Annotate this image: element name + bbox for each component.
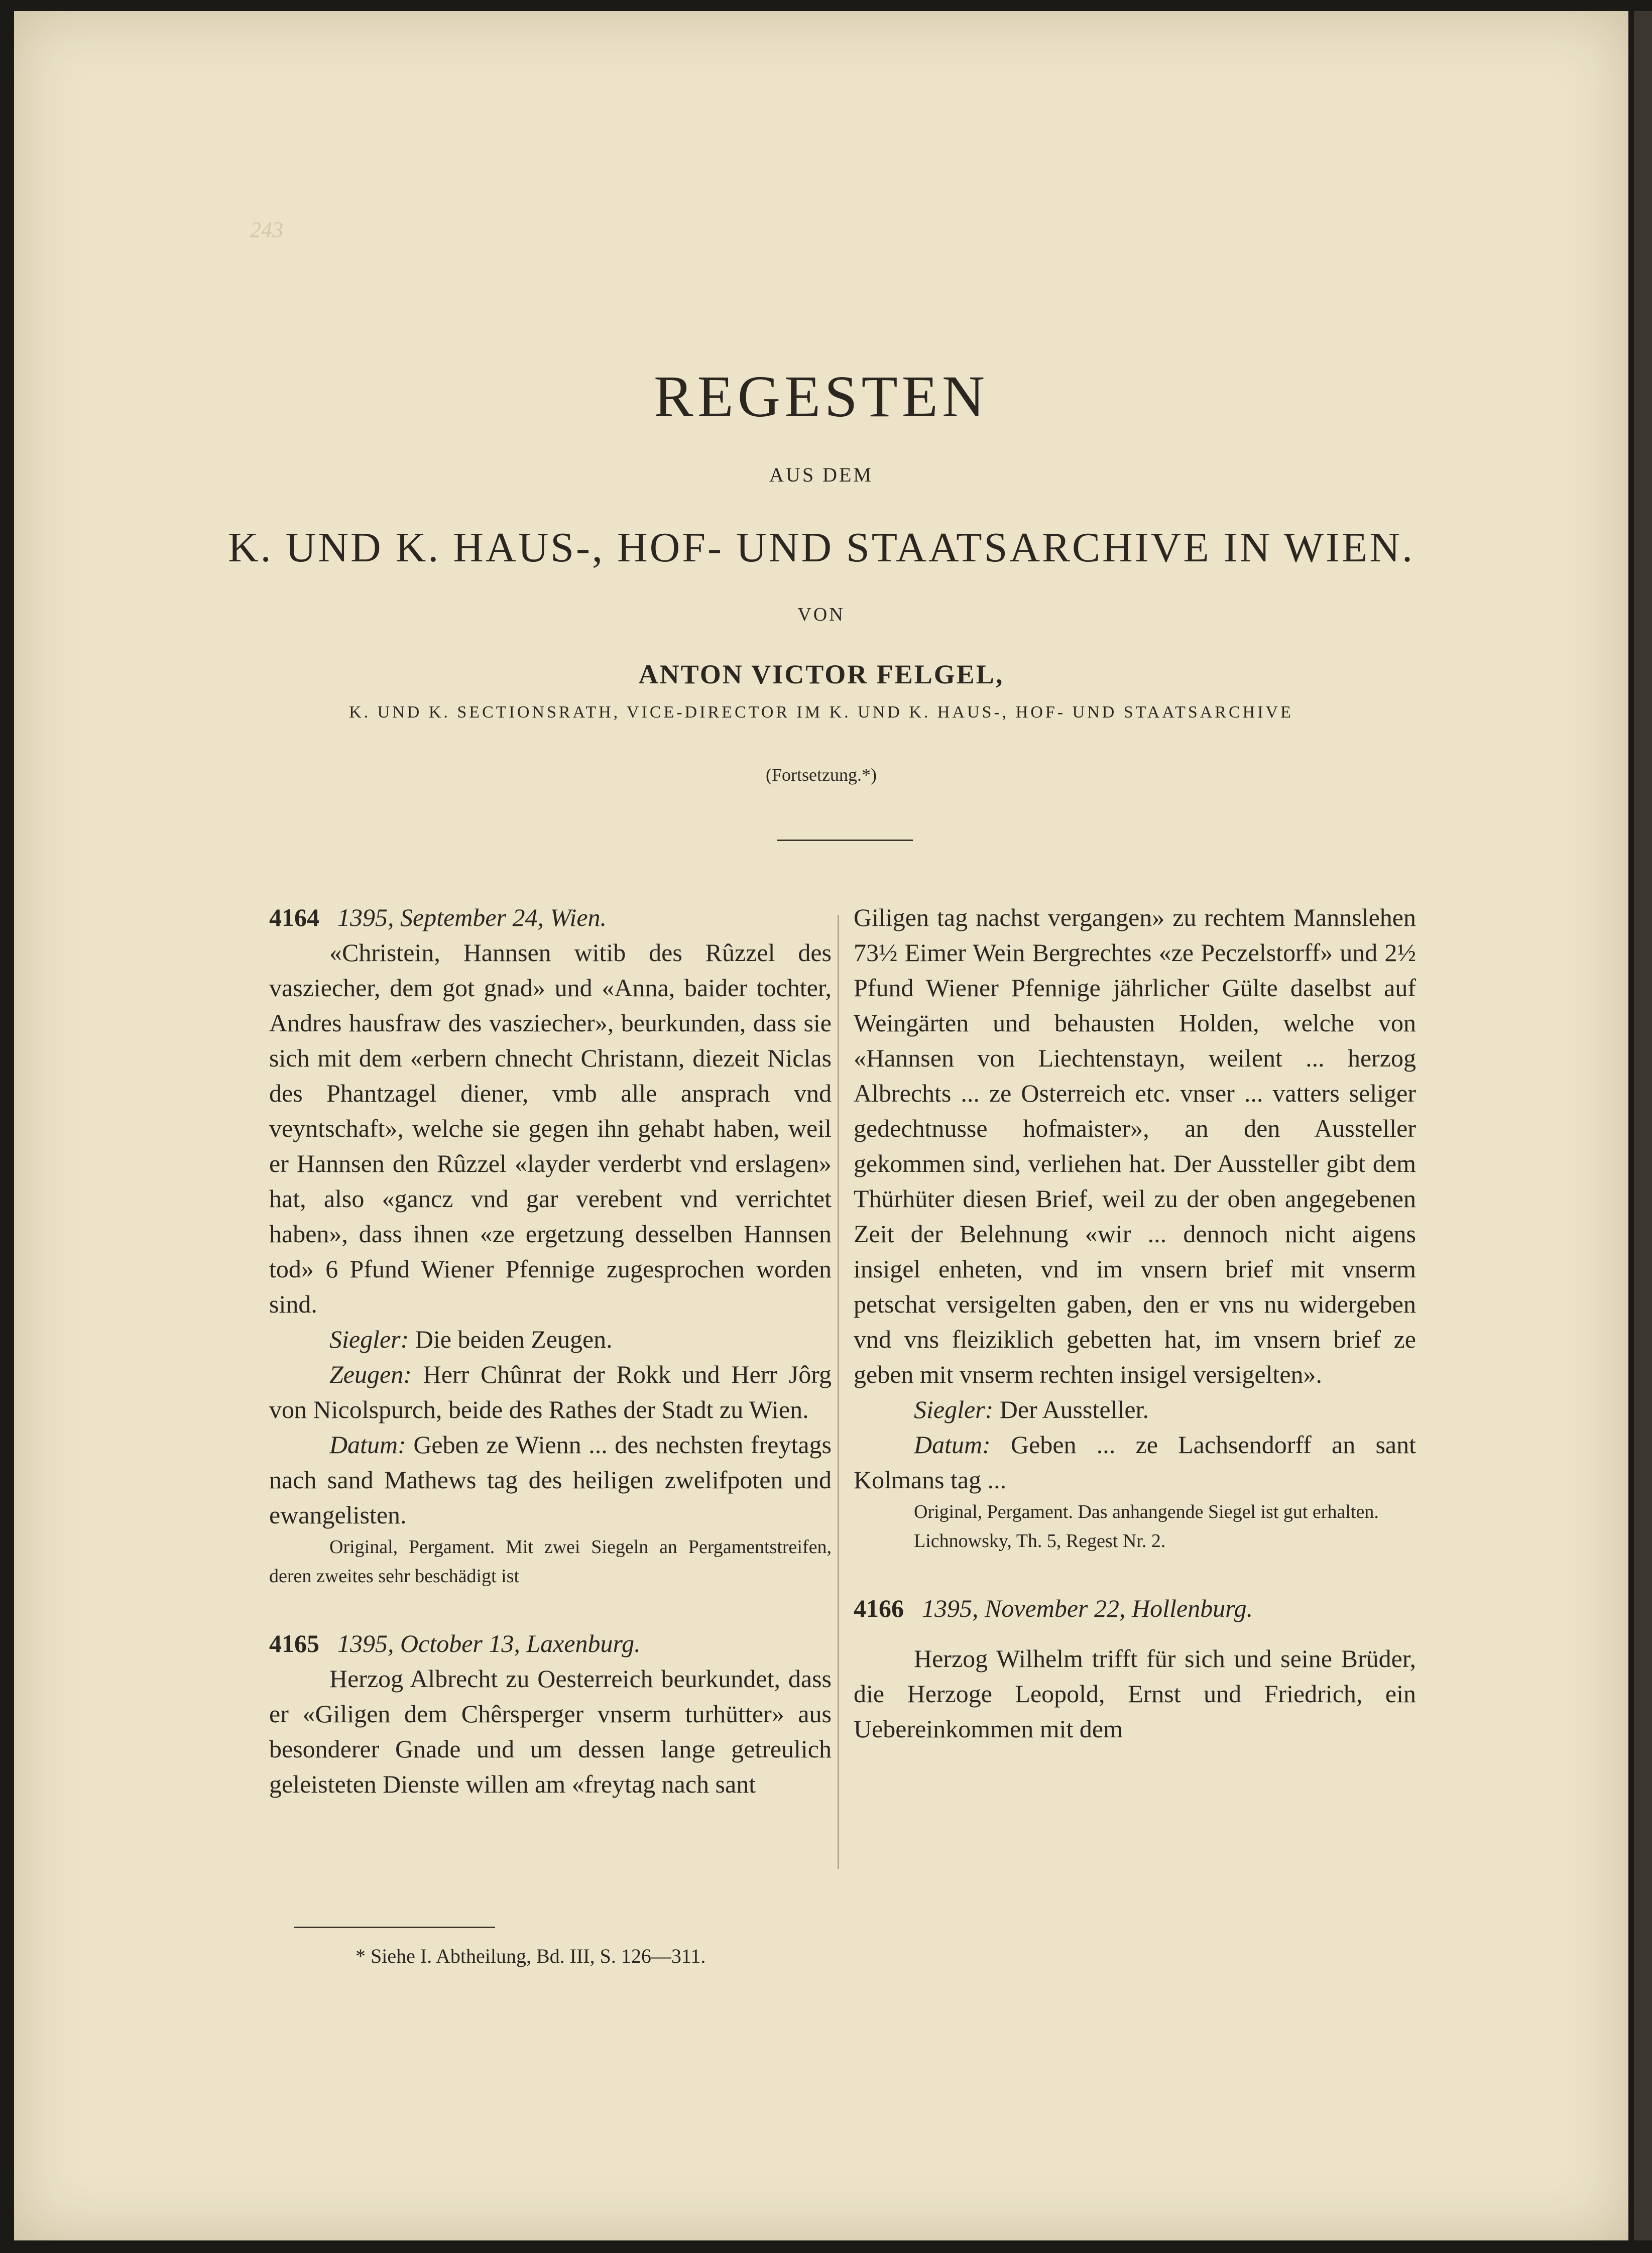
regest-4164-zeugen [269,1357,832,1427]
regest-4164-siegler [269,1322,832,1357]
title-divider [777,840,913,841]
regest-4165-body-part2: Giligen tag nachst vergangen» zu rechtem Mannslehen 73½ Eimer Wein Bergrechtes «ze Peczelstorff» und 2½ Pfund Wiener Pfennige jährlicher Gülte daselbst auf Weingärten und behausten Holden, welche von «Hannsen von Liechtenstayn, weilent ... herzog Albrechts ... ze Osterreich etc. vnser ... vatters seliger gedechtnusse hofmaister», an den Aussteller gekommen sind, verliehen hat. Der Aussteller gibt dem Thürhüter diesen Brief, weil zu der oben angegebenen Zeit der Belehnung «wir ... dennoch nicht aigens insigel enheten, vnd im vnsern brief mit vnserm petschat versigelten gaben, den er vns nu widergeben vnd vns fleiziklich gebetten hat, im vnsern brief ze geben mit vnserm rechten insigel versigelten». [854,903,1416,1388]
siegler-label: Siegler: [914,1395,994,1424]
regest-4164-heading [269,900,832,935]
regest-4165-datum [854,1427,1416,1497]
datum-value: Geben ze Wienn ... des nechsten freytags nach sand Mathews tag des heiligen zwelifpoten und ewangelisten. [269,1431,832,1529]
regest-date: 1395, October 13, Laxenburg. [337,1629,641,1657]
siegler-value: Der Aussteller. [999,1395,1149,1424]
spacer [854,1626,1416,1641]
subtitle-aus-dem: AUS DEM [769,463,873,486]
regest-4166-body: Herzog Wilhelm trifft für sich und seine Brüder, die Herzoge Leopold, Ernst und Friedrich, ein Uebereinkommen mit dem [854,1644,1416,1743]
bleed-through-page-number: 243 [250,217,283,242]
left-column [269,900,832,1802]
datum-label: Datum: [329,1431,406,1459]
regest-4164-original: Original, Pergament. Mit zwei Siegeln an Pergamentstreifen, deren zweites sehr beschädigt ist [269,1536,832,1587]
footnote-rule [294,1927,495,1928]
regest-4165-original: Original, Pergament. Das anhangende Siegel ist gut erhalten. [914,1501,1379,1522]
datum-label: Datum: [914,1431,991,1459]
regest-4164-datum [269,1427,832,1532]
regest-date: 1395, September 24, Wien. [337,903,607,931]
regest-number: 4166 [854,1594,904,1622]
page-title: REGESTEN [653,364,989,429]
author-name: ANTON VICTOR FELGEL, [638,659,1004,689]
regest-4166-heading [854,1591,1416,1626]
subtitle-von: VON [797,604,845,625]
siegler-label: Siegler: [329,1325,409,1353]
zeugen-value: Herr Chûnrat der Rokk und Herr Jôrg von Nicolspurch, beide des Rathes der Stadt zu Wien. [269,1360,832,1424]
siegler-value: Die beiden Zeugen. [415,1325,613,1353]
document-page [14,11,1628,2240]
regest-4165-body-part1: Herzog Albrecht zu Oesterreich beurkundet, dass er «Giligen dem Chêrsperger vnserm turhütter» aus besonderer Gnade und um dessen lange getreulich geleisteten Dienste willen am «freytag nach sant [269,1665,832,1798]
spacer [854,1556,1416,1591]
zeugen-label: Zeugen: [329,1360,412,1388]
book-spine-edge [1634,11,1652,2240]
column-divider [838,915,839,1869]
archive-name: K. UND K. HAUS-, HOF- UND STAATSARCHIVE IN WIEN. [228,524,1414,571]
regest-4164-body: «Christein, Hannsen witib des Rûzzel des vasziecher, dem got gnad» und «Anna, baider tochter, Andres hausfraw des vasziecher», beurkunden, dass sie sich mit dem «erbern chnecht Christann, diezeit Niclas des Phantzagel diener, vmb alle ansprach vnd veyntschaft», welche sie gegen ihn gehabt haben, weil er Hannsen den Rûzzel «layder verderbt vnd erslagen» hat, also «gancz vnd gar verebent vnd verrichtet haben», dass ihnen «ze ergetzung desselben Hannsen tod» 6 Pfund Wiener Pfennige zugesprochen worden sind. [269,938,832,1318]
spacer [269,1591,832,1626]
regest-4165-siegler [854,1392,1416,1427]
regest-number: 4164 [269,903,319,931]
regest-number: 4165 [269,1629,319,1657]
regest-4165-reference: Lichnowsky, Th. 5, Regest Nr. 2. [914,1530,1166,1552]
continuation-note: (Fortsetzung.*) [766,765,877,785]
datum-value: Geben ... ze Lachsendorff an sant Kolmans tag ... [854,1431,1416,1494]
right-column [854,900,1416,1746]
author-role: K. UND K. SECTIONSRATH, VICE-DIRECTOR IM K. UND K. HAUS-, HOF- UND STAATSARCHIVE [349,703,1293,722]
regest-4165-heading [269,1626,832,1661]
footnote: * Siehe I. Abtheilung, Bd. III, S. 126—311. [356,1945,706,1967]
regest-date: 1395, November 22, Hollenburg. [922,1594,1253,1622]
